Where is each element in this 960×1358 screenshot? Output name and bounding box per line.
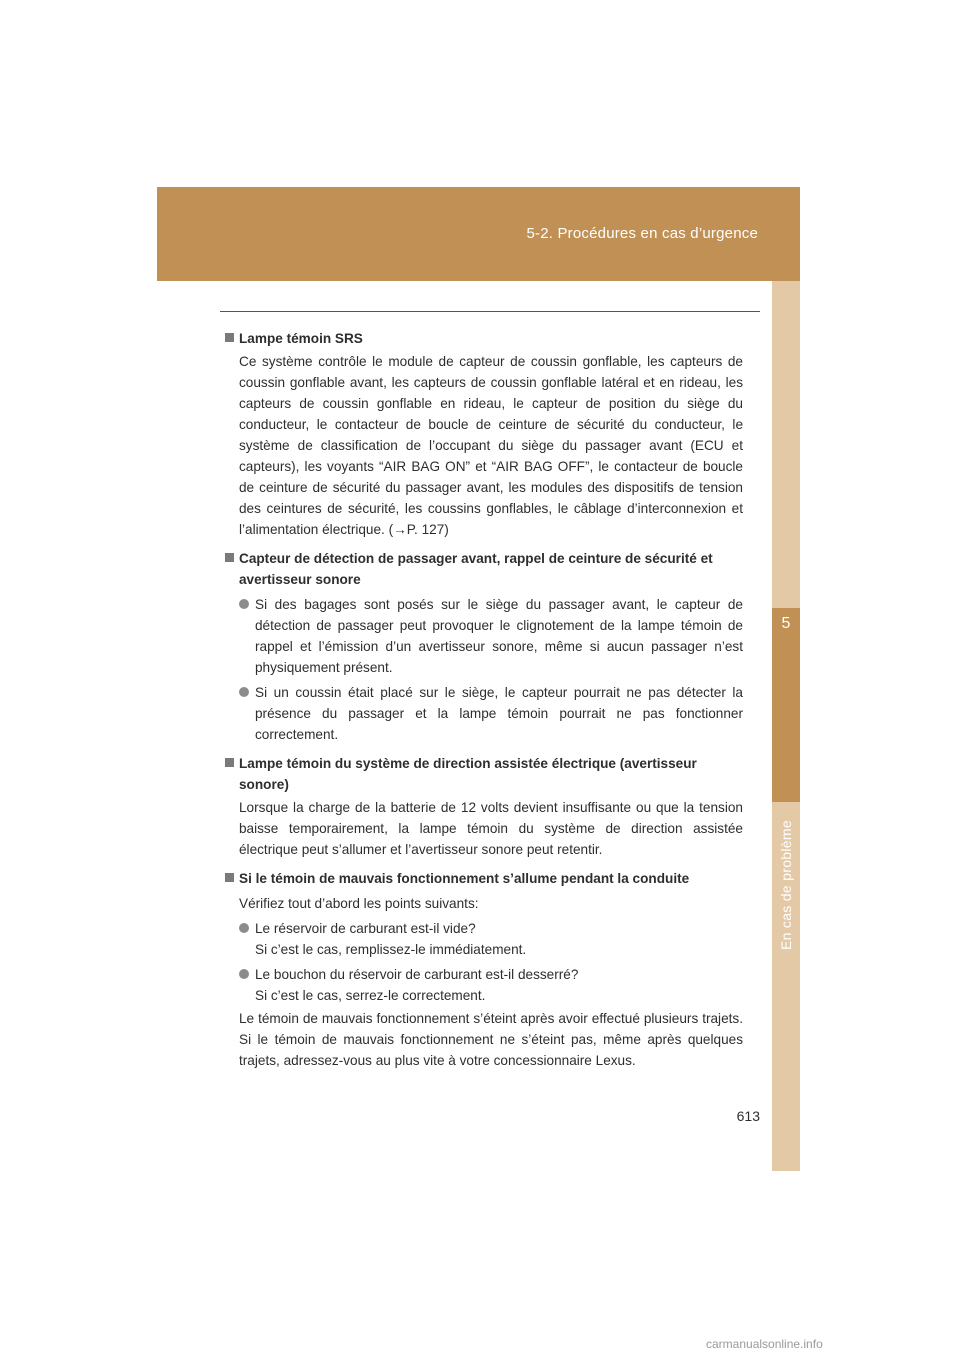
section-heading: Lampe témoin SRS <box>239 331 363 346</box>
section-outro: Le témoin de mauvais fonctionnement s’éteint après avoir effectué plusieurs trajets. Si le témoin de mauvais fonctionnement ne s’éteint pas, même après quelques trajets, adressez-vous au plus vite à votre concessionnaire Lexus. <box>239 1011 743 1068</box>
header-rule <box>220 311 760 312</box>
bullet-text: Si des bagages sont posés sur le siège du passager avant, le capteur de détection de passager peut provoquer le clignotement de la lampe témoin de rappel et l’émission d’un avertisseur sonore, même si aucun passager n’est physiquement présent. <box>255 597 743 675</box>
square-bullet-icon <box>225 553 234 562</box>
section-title: 5-2. Procédures en cas d’urgence <box>526 225 758 242</box>
section-body: Ce système contrôle le module de capteur de coussin gonflable, les capteurs de coussin gonflable avant, les capteurs de coussin gonflable latéral et en rideau, les capteurs de coussin gonflable en rideau, le capteur de position du siège du conducteur, le contacteur de boucle de ceinture de sécurité du conducteur, le système de classification de l’occupant du siège du passager avant (ECU et capteurs), les voyants “AIR BAG ON” et “AIR BAG OFF”, le contacteur de boucle de ceinture de sécurité du passager avant, les modules des dispositifs de tension des ceintures de sécurité, les coussins gonflables, le câblage d’interconnexion et l’alimentation électrique. (→P. 127) <box>239 354 743 537</box>
watermark-link[interactable]: carmanualsonline.info <box>706 1337 823 1351</box>
section-heading: Si le témoin de mauvais fonctionnement s’allume pendant la conduite <box>239 871 690 886</box>
section-power-steering <box>225 753 743 860</box>
section-heading: Lampe témoin du système de direction assistée électrique (avertisseur sonore) <box>239 756 697 792</box>
section-passenger-sensor <box>225 548 743 745</box>
chapter-label: En cas de problème <box>778 820 794 950</box>
square-bullet-icon <box>225 758 234 767</box>
square-bullet-icon <box>225 873 234 882</box>
section-srs <box>225 328 743 540</box>
round-bullet-icon <box>239 969 249 979</box>
round-bullet-icon <box>239 923 249 933</box>
page-number: 613 <box>736 1108 760 1124</box>
page-content <box>225 328 743 1071</box>
section-heading: Capteur de détection de passager avant, rappel de ceinture de sécurité et avertisseur sonore <box>239 551 713 587</box>
section-malfunction <box>225 868 743 1071</box>
round-bullet-icon <box>239 599 249 609</box>
bullet-question: Le bouchon du réservoir de carburant est-il desserré? <box>255 967 579 982</box>
round-bullet-icon <box>239 687 249 697</box>
section-intro: Vérifiez tout d’abord les points suivants: <box>239 896 479 911</box>
chapter-tab <box>772 608 800 802</box>
bullet-text: Si un coussin était placé sur le siège, le capteur pourrait ne pas détecter la présence du passager et la lampe témoin pourrait ne pas fonctionner correctement. <box>255 685 743 742</box>
square-bullet-icon <box>225 333 234 342</box>
bullet-question: Le réservoir de carburant est-il vide? <box>255 921 476 936</box>
chapter-number: 5 <box>781 615 791 632</box>
section-body: Lorsque la charge de la batterie de 12 volts devient insuffisante ou que la tension baisse temporairement, la lampe témoin du système de direction assistée électrique peut s’allumer et l’avertisseur sonore peut retentir. <box>239 800 743 857</box>
bullet-answer: Si c’est le cas, serrez-le correctement. <box>255 988 486 1003</box>
bullet-answer: Si c’est le cas, remplissez-le immédiatement. <box>255 942 527 957</box>
header-band <box>157 187 800 281</box>
